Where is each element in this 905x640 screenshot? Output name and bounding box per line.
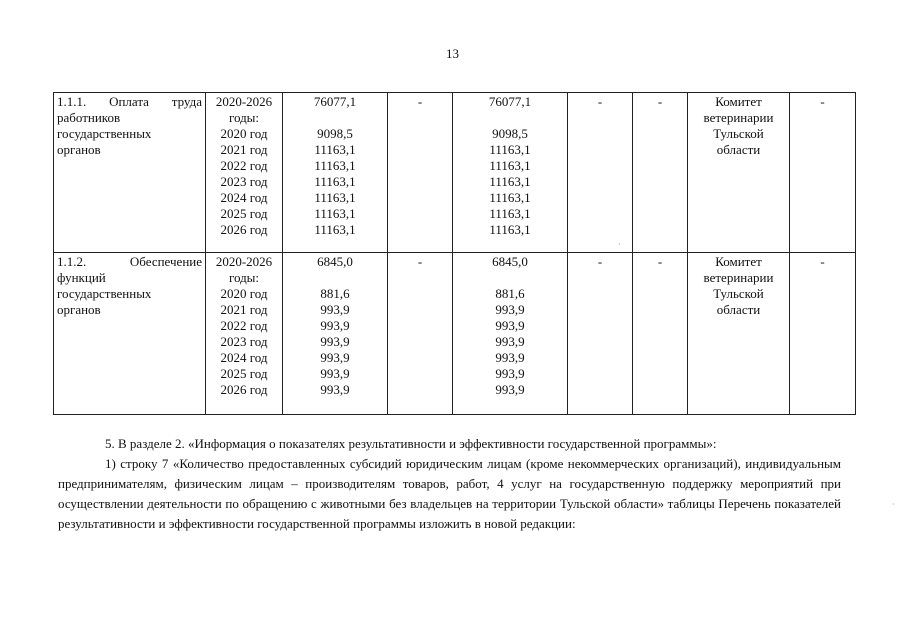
measure-name-line: 1.1.1. Оплата труда xyxy=(57,94,202,109)
year-value: 993,9 xyxy=(320,366,350,381)
dash-cell xyxy=(633,93,688,253)
year-label: 2023 год xyxy=(220,334,268,349)
total-value: 76077,1 xyxy=(313,94,357,109)
measure-name-line: работников xyxy=(57,110,121,125)
year-label: 2026 год xyxy=(220,382,268,397)
funding-table xyxy=(53,92,856,415)
regional-budget-cell xyxy=(453,93,568,253)
measure-name-line: 1.1.2. Обеспечение xyxy=(57,254,202,269)
year-value: 993,9 xyxy=(320,334,350,349)
amendment-paragraph: 1) строку 7 «Количество предоставленных субсидий юридическим лицам (кроме некоммерческих организаций), индивидуальным предпринимателям, физическим лицам – производителям товаров, работ, 4 услуг на государственную поддержку мероприятий при осуществлении деятельности по обращению с животными без владельцев на территории Тульской области» таблицы Перечень показателей результативности и эффективности государственной программы изложить в новой редакции: xyxy=(58,456,841,531)
year-label: 2024 год xyxy=(220,350,268,365)
executor-line: области xyxy=(716,302,761,317)
section-paragraph: 5. В разделе 2. «Информация о показателях результативности и эффективности государственной программы»: xyxy=(105,436,717,451)
measure-name-cell xyxy=(54,93,206,253)
executor-line: Комитет xyxy=(715,254,762,269)
measure-name-line: государственных xyxy=(57,286,152,301)
executor-line: Комитет xyxy=(715,94,762,109)
measure-name-line: функций xyxy=(57,270,106,285)
year-value: 11163,1 xyxy=(314,174,356,189)
dash-cell xyxy=(388,93,453,253)
table-row xyxy=(54,93,856,253)
year-value: 11163,1 xyxy=(489,222,531,237)
year-label: 2025 год xyxy=(220,206,268,221)
measure-name-line: государственных xyxy=(57,126,152,141)
year-value: 881,6 xyxy=(320,286,350,301)
year-value: 881,6 xyxy=(495,286,525,301)
period-line: 2020-2026 xyxy=(215,254,273,269)
year-value: 11163,1 xyxy=(489,158,531,173)
dash-value: - xyxy=(597,254,603,269)
period-cell xyxy=(206,93,283,253)
year-value: 11163,1 xyxy=(489,174,531,189)
dash-value: - xyxy=(657,94,663,109)
total-value: 6845,0 xyxy=(317,254,353,269)
dash-cell xyxy=(790,253,856,415)
dash-cell xyxy=(568,93,633,253)
year-label: 2022 год xyxy=(220,318,268,333)
year-value: 11163,1 xyxy=(489,206,531,221)
year-label: 2022 год xyxy=(220,158,268,173)
dash-value: - xyxy=(417,254,423,269)
total-amount-cell xyxy=(283,93,388,253)
scan-speck: · xyxy=(892,500,895,509)
executor-line: ветеринарии xyxy=(703,110,774,125)
year-value: 993,9 xyxy=(320,302,350,317)
measure-name-line: органов xyxy=(57,302,101,317)
dash-cell xyxy=(790,93,856,253)
measure-name-line: органов xyxy=(57,142,101,157)
dash-cell xyxy=(568,253,633,415)
year-label: 2023 год xyxy=(220,174,268,189)
year-value: 11163,1 xyxy=(314,142,356,157)
dash-value: - xyxy=(657,254,663,269)
year-value: 993,9 xyxy=(495,350,525,365)
total-value: 76077,1 xyxy=(488,94,532,109)
measure-name-cell xyxy=(54,253,206,415)
dash-value: - xyxy=(597,94,603,109)
executor-line: области xyxy=(716,142,761,157)
year-value: 9098,5 xyxy=(492,126,528,141)
regional-budget-cell xyxy=(453,253,568,415)
year-value: 993,9 xyxy=(495,302,525,317)
executor-line: ветеринарии xyxy=(703,270,774,285)
year-label: 2020 год xyxy=(220,126,268,141)
dash-cell xyxy=(633,253,688,415)
year-value: 993,9 xyxy=(495,382,525,397)
total-amount-cell xyxy=(283,253,388,415)
year-value: 993,9 xyxy=(320,318,350,333)
dash-value: - xyxy=(820,94,825,109)
year-label: 2025 год xyxy=(220,366,268,381)
year-value: 11163,1 xyxy=(314,190,356,205)
period-cell xyxy=(206,253,283,415)
year-value: 993,9 xyxy=(495,366,525,381)
table-row xyxy=(54,253,856,415)
dash-value: - xyxy=(820,254,825,269)
executor-line: Тульской xyxy=(713,126,764,141)
year-value: 993,9 xyxy=(320,350,350,365)
page-number: 13 xyxy=(446,46,459,61)
year-value: 9098,5 xyxy=(317,126,353,141)
period-line: годы: xyxy=(228,110,260,125)
year-value: 993,9 xyxy=(495,334,525,349)
year-value: 11163,1 xyxy=(314,222,356,237)
period-line: 2020-2026 xyxy=(215,94,273,109)
year-label: 2021 год xyxy=(220,302,268,317)
year-value: 11163,1 xyxy=(314,158,356,173)
year-label: 2021 год xyxy=(220,142,268,157)
period-line: годы: xyxy=(228,270,260,285)
dash-cell xyxy=(388,253,453,415)
total-value: 6845,0 xyxy=(492,254,528,269)
dash-value: - xyxy=(417,94,423,109)
year-label: 2020 год xyxy=(220,286,268,301)
executor-cell xyxy=(688,93,790,253)
year-value: 993,9 xyxy=(495,318,525,333)
year-label: 2024 год xyxy=(220,190,268,205)
scan-speck: · xyxy=(618,240,621,249)
year-value: 11163,1 xyxy=(489,190,531,205)
executor-cell xyxy=(688,253,790,415)
year-value: 11163,1 xyxy=(314,206,356,221)
year-label: 2026 год xyxy=(220,222,268,237)
year-value: 993,9 xyxy=(320,382,350,397)
year-value: 11163,1 xyxy=(489,142,531,157)
executor-line: Тульской xyxy=(713,286,764,301)
